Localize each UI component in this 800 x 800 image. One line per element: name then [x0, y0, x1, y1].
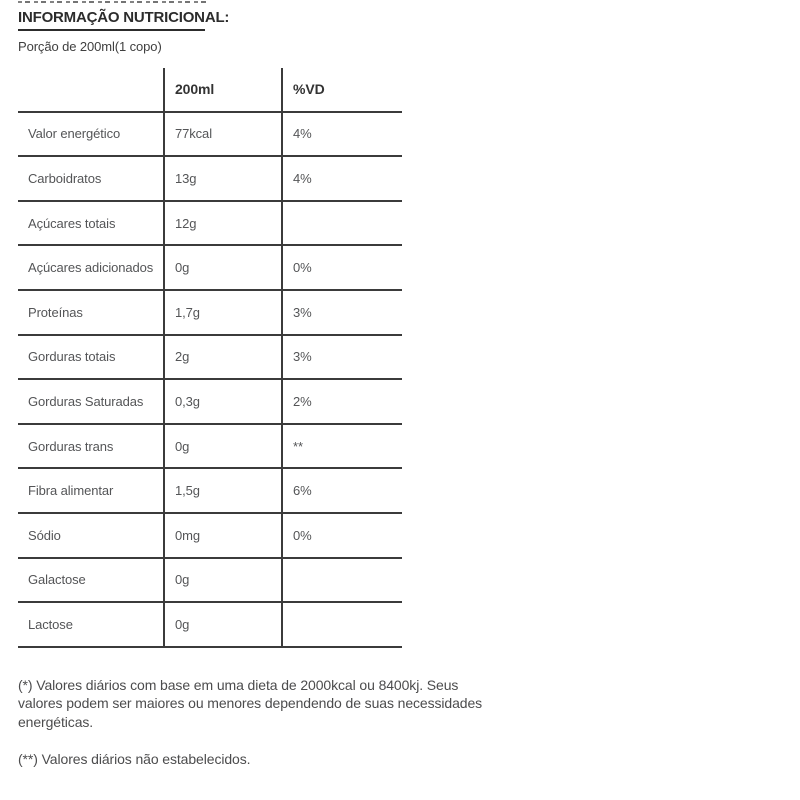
nutrient-vd: 2% — [283, 380, 402, 425]
nutrient-amount: 0g — [165, 559, 283, 604]
nutrient-label: Açúcares adicionados — [18, 246, 165, 291]
title-underline — [18, 29, 205, 31]
nutrient-amount: 12g — [165, 202, 283, 247]
col-header-empty — [18, 68, 165, 113]
not-established-footnote: (**) Valores diários não estabelecidos. — [18, 751, 251, 767]
page-title: INFORMAÇÃO NUTRICIONAL: — [18, 9, 230, 26]
nutrient-vd: 4% — [283, 113, 402, 158]
nutrition-table — [18, 68, 402, 648]
nutrient-vd: 6% — [283, 469, 402, 514]
nutrient-vd: ** — [283, 425, 402, 470]
nutrient-vd: 3% — [283, 336, 402, 381]
nutrient-vd: 3% — [283, 291, 402, 336]
nutrient-amount: 2g — [165, 336, 283, 381]
nutrient-amount: 0g — [165, 425, 283, 470]
nutrient-amount: 0,3g — [165, 380, 283, 425]
nutrient-label: Açúcares totais — [18, 202, 165, 247]
nutrient-amount: 0g — [165, 603, 283, 648]
nutrient-vd — [283, 559, 402, 604]
nutrient-amount: 13g — [165, 157, 283, 202]
serving-size-label: Porção de 200ml(1 copo) — [18, 39, 162, 54]
nutrient-amount: 1,5g — [165, 469, 283, 514]
nutrient-label: Gorduras Saturadas — [18, 380, 165, 425]
nutrient-label: Sódio — [18, 514, 165, 559]
nutrient-vd — [283, 603, 402, 648]
nutrient-amount: 0g — [165, 246, 283, 291]
cropped-text-remnant — [18, 1, 206, 3]
nutrient-label: Fibra alimentar — [18, 469, 165, 514]
nutrient-label: Gorduras trans — [18, 425, 165, 470]
nutrient-amount: 77kcal — [165, 113, 283, 158]
nutrient-amount: 1,7g — [165, 291, 283, 336]
nutrient-vd — [283, 202, 402, 247]
daily-values-footnote — [18, 676, 538, 731]
nutrient-vd: 0% — [283, 246, 402, 291]
nutrient-label: Lactose — [18, 603, 165, 648]
nutrient-label: Carboidratos — [18, 157, 165, 202]
nutrient-label: Gorduras totais — [18, 336, 165, 381]
nutrient-vd: 4% — [283, 157, 402, 202]
footnote-line: (*) Valores diários com base em uma dieta de 2000kcal ou 8400kj. Seus — [18, 677, 459, 693]
footnote-line: energéticas. — [18, 713, 94, 730]
col-header-vd: %VD — [283, 68, 402, 113]
nutrient-vd: 0% — [283, 514, 402, 559]
nutrient-label: Valor energético — [18, 113, 165, 158]
col-header-amount: 200ml — [165, 68, 283, 113]
nutrient-label: Proteínas — [18, 291, 165, 336]
footnote-line: valores podem ser maiores ou menores dependendo de suas necessidades — [18, 695, 483, 712]
nutrient-label: Galactose — [18, 559, 165, 604]
nutrient-amount: 0mg — [165, 514, 283, 559]
